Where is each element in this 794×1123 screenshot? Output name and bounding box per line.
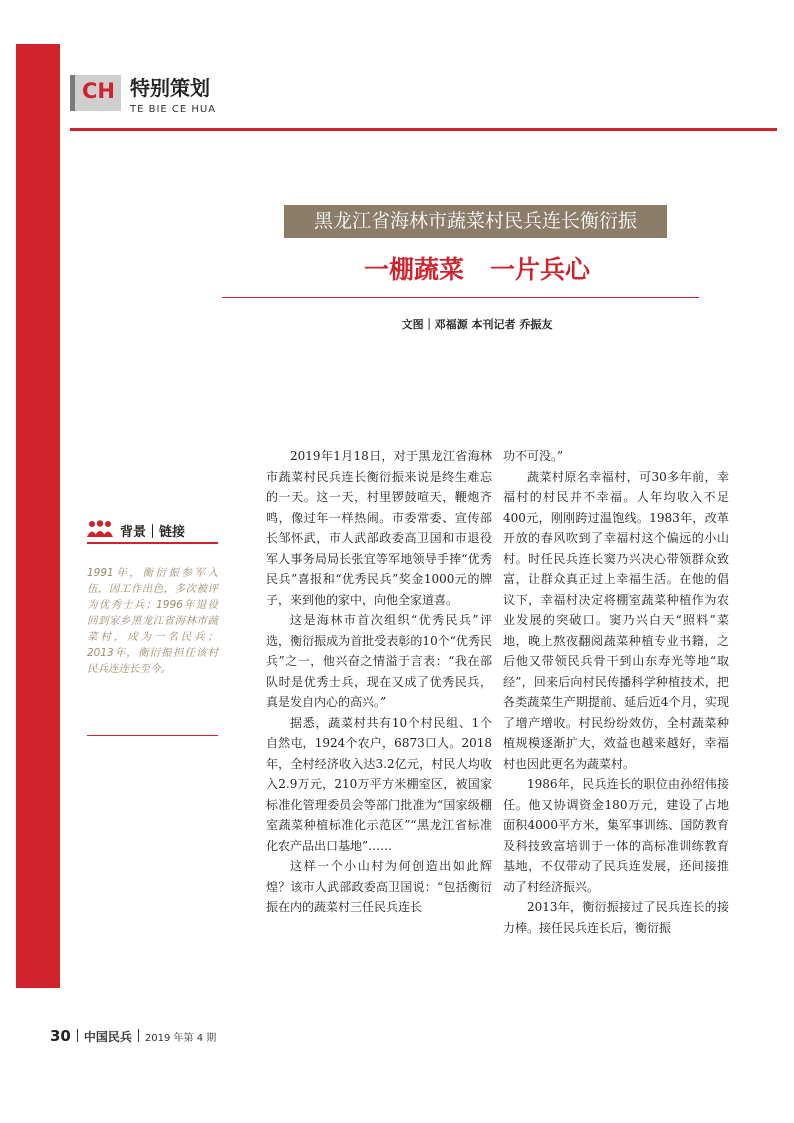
magazine-name: 中国民兵 bbox=[83, 1030, 132, 1044]
section-badge-text: CH bbox=[82, 79, 115, 103]
page-number: 30 bbox=[50, 1027, 71, 1045]
sidebar-text: 1991年，衡衍振参军入伍，因工作出色，多次被评为优秀士兵；1996年退役回到家乡黑龙江省海林市蔬菜村，成为一名民兵；2013年，衡衍振担任该村民兵连连长至今。 bbox=[87, 567, 218, 675]
article-subtitle-box bbox=[284, 205, 667, 238]
left-red-margin-bar bbox=[16, 44, 60, 988]
page-footer bbox=[50, 1026, 216, 1045]
article-title-part1: 一棚蔬菜 bbox=[363, 255, 464, 284]
article-title bbox=[222, 250, 732, 286]
article-subtitle: 黑龙江省海林市蔬菜村民兵连长衡衍振 bbox=[313, 210, 637, 232]
sidebar-heading bbox=[87, 518, 218, 540]
sidebar-rule-bottom bbox=[87, 735, 218, 736]
issue-label: 2019 年第 4 期 bbox=[144, 1033, 217, 1044]
paragraph-continuation: 功不可没。” bbox=[503, 449, 564, 463]
section-pinyin: TE BIE CE HUA bbox=[130, 104, 217, 115]
header-rule bbox=[70, 128, 777, 131]
section-badge bbox=[70, 75, 121, 111]
people-icon bbox=[87, 520, 113, 538]
paragraph: 2019年1月18日，对于黑龙江省海林市蔬菜村民兵连长衡衍振来说是终生难忘的一天。这一天，村里锣鼓喧天，鞭炮齐鸣，像过年一样热闹。市委常委、宣传部长邹怀武，市人武部政委高卫国和市退役军人事务局局长张宜等军地领导手捧“优秀民兵”喜报和“优秀民兵”奖金1000元的牌子，来到他的家中，向他全家道喜。 bbox=[266, 449, 492, 607]
section-title: 特别策划 bbox=[130, 76, 210, 100]
paragraph: 蔬菜村原名幸福村，可30多年前，幸福村的村民并不幸福。人年均收入不足400元，刚刚跨过温饱线。1983年，改革开放的春风吹到了幸福村这个偏远的小山村。时任民兵连长窦乃兴决心带领群众致富，让群众真正过上幸福生活。在他的倡议下，幸福村决定将棚室蔬菜种植作为农业发展的突破口。窦乃兴白天“照料”菜地，晚上熬夜翻阅蔬菜种植专业书籍，之后他又带领民兵骨干到山东寿光等地“取经”，回来后向村民传播科学种植技术，把各类蔬菜生产期提前、延后近4个月，实现了增产增收。村民纷纷效仿，全村蔬菜种植规模逐渐扩大，效益也越来越好，幸福村也因此更名为蔬菜村。 bbox=[503, 469, 729, 771]
article-title-part2: 一片兵心 bbox=[490, 255, 591, 284]
sidebar-heading-label: 背景｜链接 bbox=[120, 525, 186, 540]
byline: 文图｜邓福源 本刊记者 乔振友 bbox=[401, 318, 553, 331]
title-divider bbox=[222, 297, 699, 298]
paragraph: 这是海林市首次组织“优秀民兵”评选，衡衍振成为首批受表彰的10个“优秀民兵”之一，他兴奋之情溢于言表：“我在部队时是优秀士兵，现在又成了优秀民兵，真是发自内心的高兴。” bbox=[266, 613, 492, 709]
body-column-2 bbox=[503, 446, 729, 938]
paragraph: 据悉，蔬菜村共有10个村民组、1个自然屯，1924个农户，6873口人。2018年，全村经济收入达3.2亿元，村民人均收入2.9万元，210万平方米棚室区，被国家标准化管理委员会等部门批准为“国家级棚室蔬菜种植标准化示范区”“黑龙江省标准化农产品出口基地”…… bbox=[266, 715, 492, 853]
sidebar-rule-top bbox=[87, 542, 218, 544]
paragraph: 这样一个小山村为何创造出如此辉煌？该市人武部政委高卫国说：“包括衡衍振在内的蔬菜村三任民兵连长 bbox=[266, 859, 492, 914]
paragraph: 1986年，民兵连长的职位由孙绍伟接任。他又协调资金180万元，建设了占地面积4000平方米，集军事训练、国防教育及科技致富培训于一体的高标准训练教育基地，不仅带动了民兵连发展，还间接推动了村经济振兴。 bbox=[503, 777, 729, 894]
body-column-1 bbox=[266, 446, 492, 918]
paragraph: 2013年，衡衍振接过了民兵连长的接力棒。接任民兵连长后，衡衍振 bbox=[503, 900, 729, 935]
